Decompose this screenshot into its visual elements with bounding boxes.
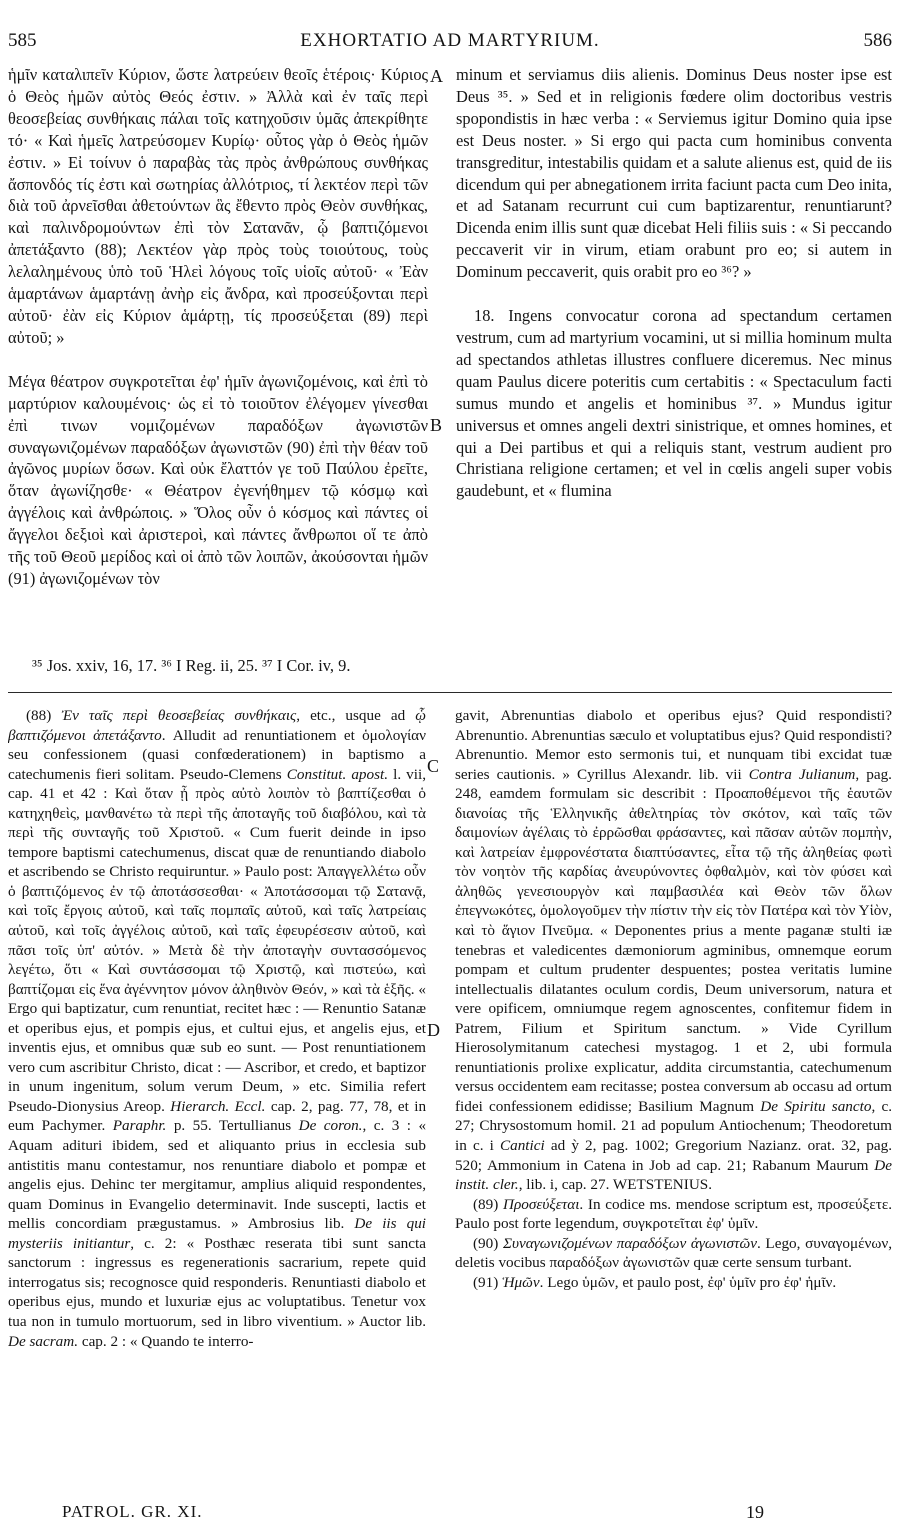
note-88-text-2: . Alludit ad renuntiationem et ὁμολογίαν seu confessionem (quasi confœderationem) in baptismo a catechumenis fieri solitam. Pseudo-Clemens bbox=[8, 726, 426, 783]
note-91-text: . Lego ὑμῶν, et paulo post, ἐφ' ὑμῖν pro ἐφ' ἡμῖν. bbox=[539, 1273, 837, 1291]
footnote-divider bbox=[8, 692, 892, 693]
note-91-label: (91) bbox=[473, 1273, 499, 1291]
note-88-cont-3: , c. 27; Chrysostomum homil. 21 ad populum Antiochenum; Theodoretum in c. i bbox=[455, 1097, 892, 1155]
note-88-cont-source-2: De Spiritu sancto bbox=[760, 1097, 872, 1115]
note-88-source-2: Hierarch. Eccl. bbox=[170, 1097, 266, 1115]
note-88-cont-1: gavit, Abrenuntias diabolo et operibus ejus? Quid respondisti? Abrenuntio. Abrenuntias sæculo et voluptatibus ejus? Quid respondisti? Abrenuntio. Memor esto sermonis tui, et nunquam tibi excidat tuæ series cautionis. » Cyrillus Alexandr. lib. vii bbox=[455, 707, 892, 783]
note-88-continuation bbox=[455, 706, 892, 1195]
footer-signature: PATROL. GR. XI. bbox=[62, 1502, 203, 1521]
note-88-text-7: , c. 2: « Posthæc reserata tibi sunt sancta sanctorum : ingressus es regenerationis sacrarium, repete quid interrogatus sis; recognosce quid responderis. Renuntiasti diabolo et operibus ejus, mundo et luxuriæ ejus ac voluptatibus. Tenetur vox tua non in tumulo mortuorum, sed in libro viventium. » Auctor lib. bbox=[8, 1234, 426, 1330]
note-88-source-6: De sacram. bbox=[8, 1332, 79, 1350]
note-88-label: (88) bbox=[26, 707, 52, 724]
margin-letter-a: A bbox=[430, 66, 443, 86]
note-88-cont-2: , pag. 248, eamdem formulam sic describit : Προαποθέμενοι τῆς ἑαυτῶν διανοίας τῆς Ἑλληνικῆς ἀθελτηρίας τὸν σκότον, καὶ ταῖς τῶν δαιμονίων ἀγέλαις τὸ ἐρρῶσθαι φράσαντες, καὶ πᾶσαν αὐτῶν πομπὴν, καὶ λατρείαν ἐμφρονέστατα διαπτύσαντες, εἶτα τῷ τῆς ἀληθείας φωτὶ τὸν νοητὸν τῆς καρδίας ἀνευρύνοντες ὀφθαλμὸν, καὶ τὸν φύσει καὶ ἀληθῶς γενεσιουργὸν καὶ παμβασιλέα καὶ Θεὸν τῶν ὅλων ἐπεγνωκότες, ὁμολογοῦμεν τὴν πίστιν τὴν εἰς τὸν Πατέρα καὶ τὸν Υἱὸν, καὶ τὸ ἅγιον Πνεῦμα. « Deponentes prius a mente paganæ stulti iæ tenebras et valedicentes dæmoniorum agminibus, omnemque eorum pompam et cultum prudenter despuentes; postea veritatis lumine intellectualis dilatantes oculum cordis, Deum universorum, natura et vere opificem, omniumque regem agnoscentes, confitemur fidem in Patrem, Filium et Spiritum sanctum. » Vide Cyrillum Hierosolymitanum catechesi mystagog. 1 et 2, ubi formula renuntiationis prolixe explicatur, addita circumstantia, catechumenum versus occidentem eam recitasse; postea conversum ab occasu ad ortum fidei confessionem edidisse; Basilium Magnum bbox=[455, 765, 892, 1115]
note-88-text-6: , c. 3 : « Aquam adituri ibidem, sed et aliquanto prius in ecclesia sub antistitis manu contestamur, nos renuntiare diabolo et pompæ et angelis ejus. Dehinc ter mergitamur, amplius aliquid respondentes, quam Dominus in Evangelio determinavit. Inde suscepti, lactis et mellis concordiam prægustamus. » Ambrosius lib. bbox=[8, 1117, 426, 1233]
running-title: EXHORTATIO AD MARTYRIUM. bbox=[300, 30, 600, 51]
note-89 bbox=[455, 1195, 892, 1234]
note-88-cont-source-1: Contra Julianum bbox=[748, 765, 856, 783]
note-91 bbox=[455, 1273, 892, 1293]
notes-left-column bbox=[8, 706, 426, 1498]
note-88 bbox=[8, 706, 426, 1351]
note-90-text: . Lego, συναγομένων, deletis vocibus παραδόξων ἀγωνιστῶν quæ certe sensum turbant. bbox=[455, 1234, 892, 1272]
note-88-cont-source-4: De instit. cler. bbox=[455, 1156, 892, 1194]
latin-text-column bbox=[456, 64, 892, 654]
note-88-text-4: cap. 2, pag. 77, 78, et in eum Pachymer. bbox=[8, 1097, 426, 1135]
note-89-text: . In codice ms. mendose scriptum est, προσεύξετε. Paulo post forte legendum, συγκροτεῖται ἐφ' ὑμῖν. bbox=[455, 1195, 892, 1233]
note-89-lemma: Προσεύξεται bbox=[503, 1195, 580, 1213]
note-90-lemma: Συναγωνιζομένων παραδόξων ἀγωνιστῶν bbox=[503, 1234, 757, 1252]
footer-sheet-number: 19 bbox=[746, 1502, 764, 1522]
note-91-lemma: Ἡμῶν bbox=[502, 1273, 540, 1291]
note-89-label: (89) bbox=[473, 1195, 499, 1213]
note-author: WETSTENIUS. bbox=[612, 1176, 713, 1194]
page-header bbox=[8, 30, 892, 60]
note-90-label: (90) bbox=[473, 1234, 499, 1252]
latin-paragraph-2: 18. Ingens convocatur corona ad spectandum certamen vestrum, cum ad martyrium vocamini, ut si millia hominum multa ad spectandos athletas illustres confluere diceremus. Nec minus quam Paulus dicere poteritis cum certabitis : « Spectaculum facti sumus mundo et angelis et hominibus ³⁷. » Mundus igitur universus et omnes angeli dextri sinistrique, et omnes homines, et qui a Dei partibus et qui a reliquis stant, vestrum audient pro Christiana religione certamen; et vel in cœlis angeli super vobis gaudebunt, et « flumina bbox=[456, 306, 892, 501]
note-88-text-8: cap. 2 : « Quando te interro- bbox=[81, 1332, 254, 1350]
note-88-cont-source-3: Cantici bbox=[499, 1137, 545, 1155]
note-88-lemma-2: ᾧ βαπτιζόμενοι ἀπετάξαντο bbox=[8, 707, 426, 744]
note-88-source-1: Constitut. apost. bbox=[286, 765, 389, 783]
note-88-lemma: Ἐν ταῖς περὶ θεοσεβείας συνθήκαις bbox=[61, 707, 297, 724]
scripture-references: ³⁵ Jos. xxiv, 16, 17. ³⁶ I Reg. ii, 25. ³⁷ I Cor. iv, 9. bbox=[32, 656, 351, 675]
note-88-source-5: De iis qui mysteriis initiantur bbox=[8, 1215, 426, 1252]
greek-paragraph-1: ἡμῖν καταλιπεῖν Κύριον, ὥστε λατρεύειν θεοῖς ἑτέροις· Κύριος ὁ Θεὸς ἡμῶν αὐτὸς Θεός ἐστιν. » Ἀλλὰ καὶ ἐν ταῖς περὶ θεοσεβείας συνθήκαις πάλαι τοῖς κατηχοῦσιν ὑμᾶς ἀπεκρίθητε τό· « Καὶ ἡμεῖς λατρεύσομεν Κυρίῳ· οὗτος γὰρ ὁ Θεὸς ἡμῶν ἐστιν. » Εἰ τοίνυν ὁ παραβὰς τὰς πρὸς ἀνθρώπους συνθήκας ἄσπονδός τίς ἐστι καὶ σωτηρίας ἀλλότριος, τί λεκτέον περὶ τῶν διὰ τοῦ ἀρνεῖσθαι ἀθετούντων ἃς ἔθεντο πρὸς Θεὸν συνθήκας, καὶ παλινδρομούντων ἐπὶ τὸν Σατανᾶν, ᾧ βαπτιζόμενοι ἀπετάξαντο (88); Λεκτέον γὰρ πρὸς τοὺς τοιούτους, τοὺς λελαλημένους ὑπὸ τοῦ Ἡλεὶ λόγους τοῖς υἱοῖς αὐτοῦ· « Ἐὰν ἁμαρτάνων ἁμαρτάνῃ ἀνὴρ εἰς ἄνδρα, καὶ προσεύξονται περὶ αὐτοῦ· ἐὰν εἰς Κύριον ἁμάρτῃ, τίς προσεύξεται (89) περὶ αὐτοῦ; » bbox=[8, 65, 428, 347]
notes-right-column bbox=[455, 706, 892, 1498]
note-88-cont-5: , lib. i, cap. 27. bbox=[518, 1176, 610, 1194]
margin-letter-d: D bbox=[427, 1020, 440, 1040]
note-88-source-4: De coron. bbox=[298, 1117, 363, 1135]
note-90 bbox=[455, 1234, 892, 1273]
page-number-left: 585 bbox=[8, 30, 37, 51]
page-number-right: 586 bbox=[863, 30, 892, 51]
note-88-text-1: , etc., usque ad bbox=[296, 707, 406, 724]
greek-paragraph-2: Μέγα θέατρον συγκροτεῖται ἐφ' ἡμῖν ἀγωνιζομένοις, καὶ ἐπὶ τὸ μαρτύριον καλουμένοις· ὡς εἰ τὸ τοιοῦτον ἐλέγομεν γίνεσθαι ἐπὶ τινων νομιζομένων παραδόξων ἀγωνιστῶν συναγωνιζομένων παραδόξων ἀγωνιστῶν (90) ἐπὶ τὴν θέαν τοῦ ἀγῶνος μυρίων ὅσων. Καὶ οὐκ ἔλαττόν γε τοῦ Παύλου ἐρεῖτε, ὅταν ἀγωνίζησθε· « Θέατρον ἐγενήθημεν τῷ κόσμῳ καὶ ἀγγέλοις καὶ ἀνθρώποις. » Ὅλος οὖν ὁ κόσμος καὶ πάντες οἱ ἄγγελοι δεξιοὶ καὶ ἀριστεροὶ, καὶ πάντες ἄνθρωποι οἵ τε ἀπὸ τῆς τοῦ Θεοῦ μερίδος καὶ οἱ ἀπὸ τῶν λοιπῶν, ἀκούσονται ἡμῶν (91) ἀγωνιζομένων τὸν bbox=[8, 371, 428, 588]
margin-letter-b: B bbox=[430, 415, 443, 435]
note-88-text-3: l. vii, cap. 41 et 42 : Καὶ ὅταν ᾖ πρὸς αὐτὸ λοιπὸν τὸ βαπτίζεσθαι ὁ κατηχηθεὶς, μανθανέτω τὰ περὶ τῆς ἀποταγῆς τοῦ διαβόλου, καὶ τὰ περὶ τῆς συνταγῆς τοῦ Χριστοῦ. « Cum fuerit deinde in ipso tempore baptismi catechumenus, discat quæ de renuntiando diabolo et ascribendo se Christo requiruntur. » Paulo post: Ἀπαγγελλέτω οὖν ὁ βαπτιζόμενος ἐν τῷ ἀποτάσσεσθαι· « Ἀποτάσσομαι τῷ Σατανᾷ, καὶ τοῖς ἔργοις αὐτοῦ, καὶ ταῖς πομπαῖς αὐτοῦ, καὶ ταῖς λατρείαις αὐτοῦ, καὶ τοῖς ἀγγέλοις αὐτοῦ, καὶ ταῖς ἐφευρέσεσιν αὐτοῦ, καὶ πᾶσι τοῖς ὑπ' αὐτόν. » Μετὰ δὲ τὴν ἀποταγὴν συντασσόμενος λεγέτω, ὅτι « Καὶ συντάσσομαι τῷ Χριστῷ, καὶ πιστεύω, καὶ βαπτίζομαι εἰς ἕνα ἀγέννητον μόνον ἀληθινὸν Θεόν, » καὶ τὰ ἑξῆς. « Ergo qui baptizatur, cum renuntiat, recitet hæc : — Renuntio Satanæ et operibus ejus, et pompis ejus, et cultui ejus, et angelis ejus, et inventis ejus, et omnibus quæ sub eo sunt. — Post renuntiationem vero cum ascribitur Christo, dicat : — Ascribor, et credo, et baptizor in unum ingenitum, solum verum Deum, » etc. Similia refert Pseudo-Dionysius Areop. bbox=[8, 765, 426, 1115]
note-88-text-5: p. 55. Tertullianus bbox=[173, 1117, 292, 1135]
margin-letter-c: C bbox=[427, 756, 440, 776]
note-88-cont-4: ad ỳ 2, pag. 1002; Gregorium Nazianz. orat. 32, pag. 520; Ammonium in Catena in Job ad cap. 21; Rabanum Maurum bbox=[455, 1137, 892, 1174]
latin-paragraph-1: minum et serviamus diis alienis. Dominus Deus noster ipse est Deus ³⁵. » Sed et in religionis fœdere olim doctoribus vestris spopondistis in hæc verba : « Serviemus igitur Domino quia ipse est Deus noster. » Si ergo qui pacta cum hominibus conventa transgreditur, intestabilis quidam et a salute alienus est, quid de iis dicendum qui per abnegationem irrita faciunt pacta cum Deo inita, et ad Satanam recurrunt cui cum baptizarentur, renuntiarunt? Dicenda enim illis sunt quæ dicebat Heli filiis suis : « Si peccando peccaverit vir in virum, etiam orabunt pro eo; si autem in Dominum peccaverit, quis orabit pro eo ³⁶? » bbox=[456, 65, 892, 282]
greek-text-column bbox=[8, 64, 428, 652]
note-88-source-3: Paraphr. bbox=[112, 1117, 167, 1135]
